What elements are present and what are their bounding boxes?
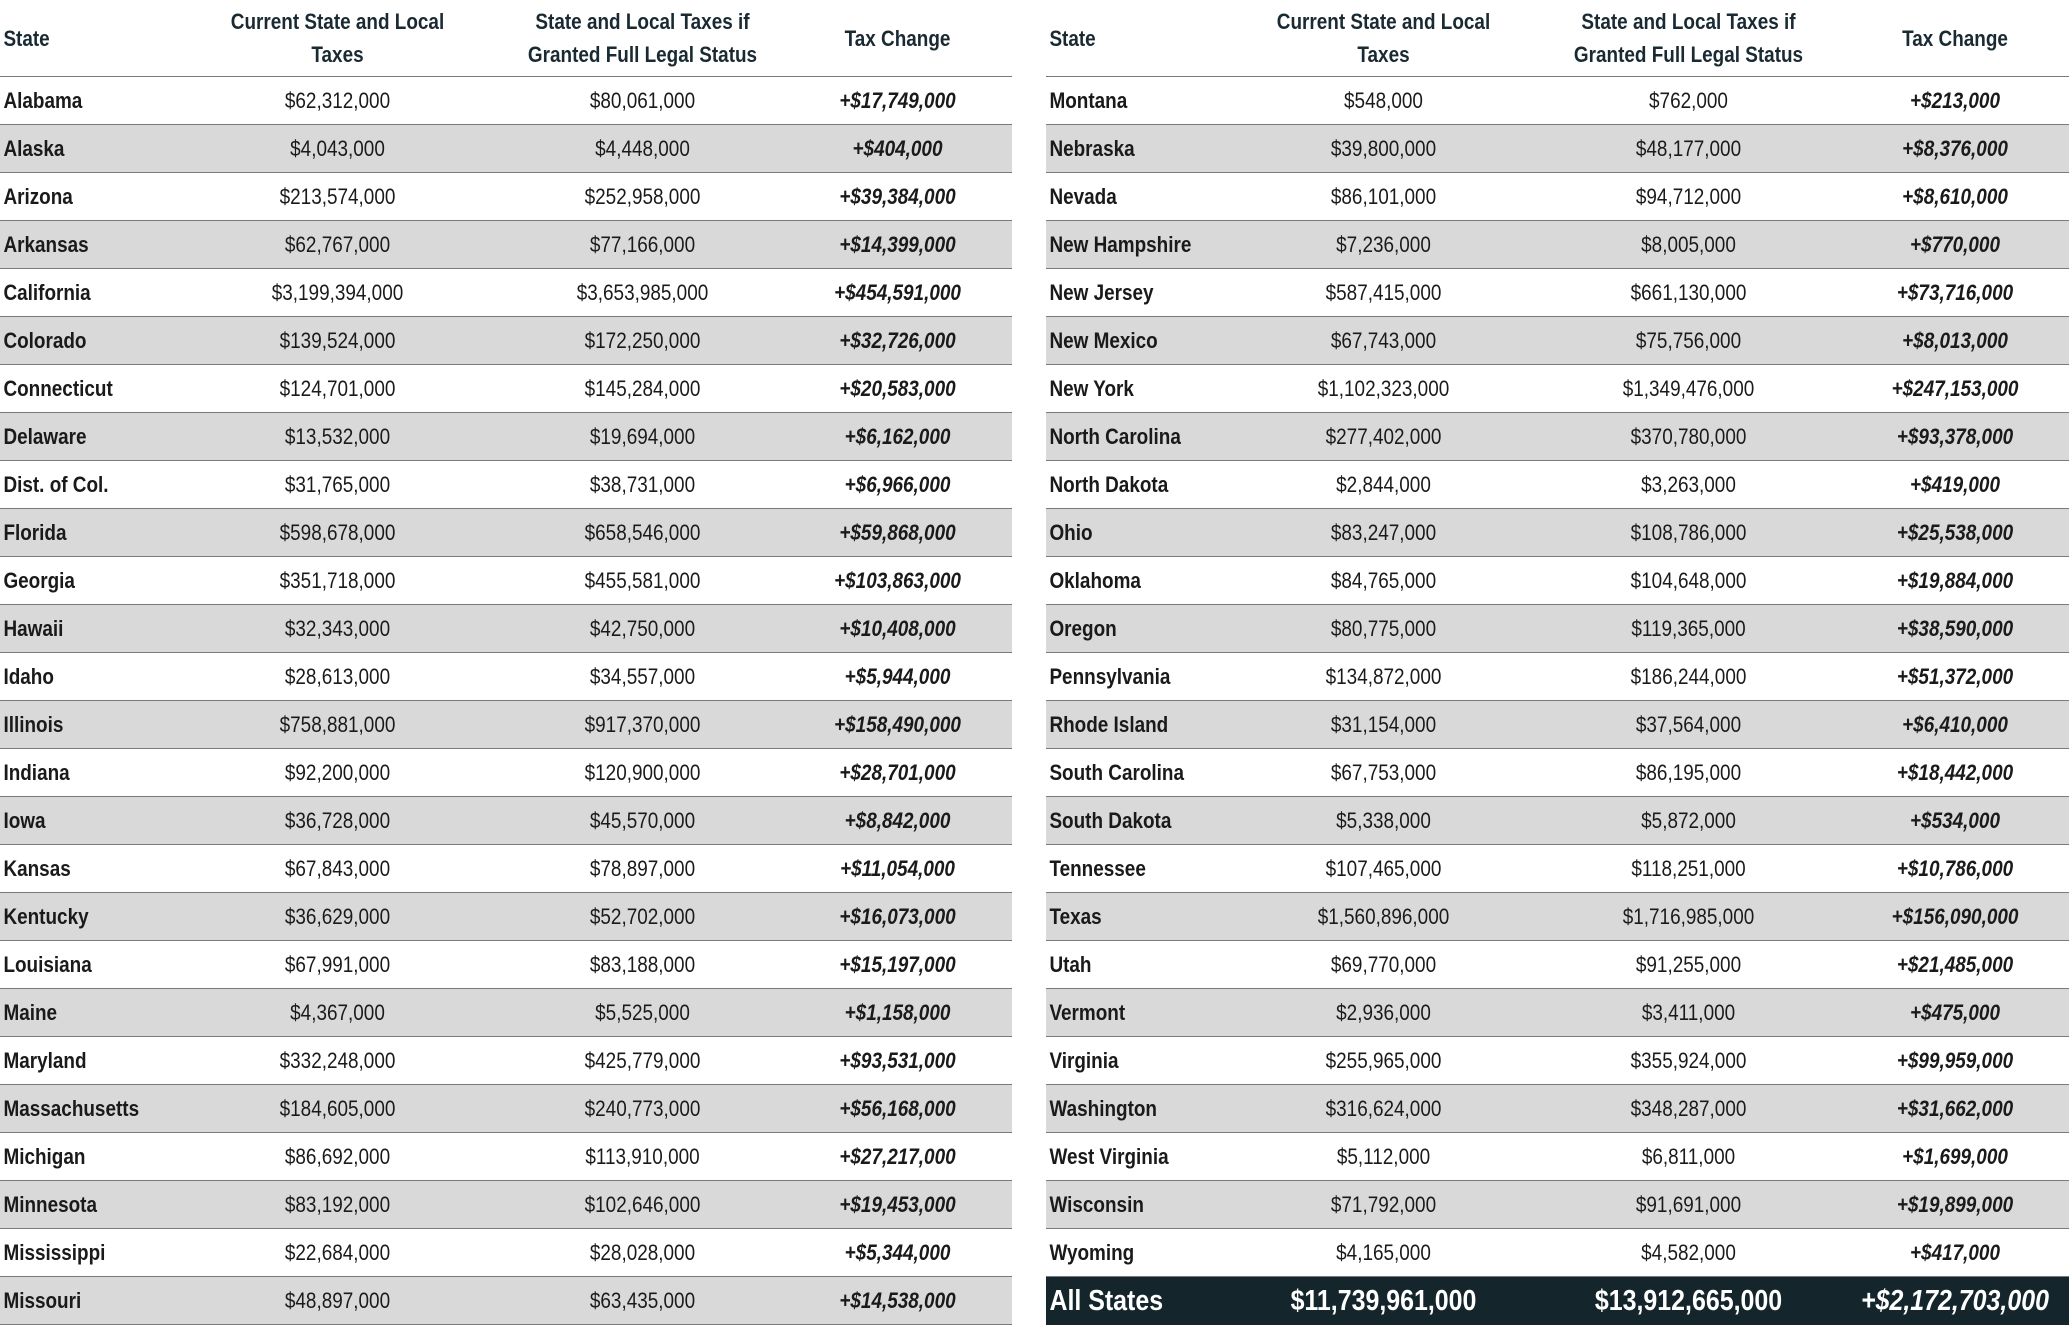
full-status-taxes-cell: $19,694,000: [589, 423, 696, 449]
current-taxes-cell: $92,200,000: [284, 759, 391, 785]
table-row: [1046, 557, 2069, 605]
tax-change-cell: +$27,217,000: [839, 1143, 956, 1169]
table-row: [1046, 461, 2069, 509]
current-taxes-cell: $1,560,896,000: [1317, 903, 1450, 929]
table-row: [0, 1181, 1012, 1229]
state-cell: Louisiana: [3, 951, 92, 977]
current-taxes-cell: $2,936,000: [1336, 999, 1431, 1025]
table-row: [1046, 269, 2069, 317]
full-status-taxes-cell: $240,773,000: [584, 1095, 701, 1121]
table-row: [1046, 845, 2069, 893]
full-status-taxes-cell: $78,897,000: [589, 855, 696, 881]
full-status-taxes-cell: $4,448,000: [595, 135, 690, 161]
full-status-taxes-cell: $762,000: [1649, 87, 1728, 113]
right-table-body: [1046, 77, 2069, 1277]
current-taxes-cell: $28,613,000: [284, 663, 391, 689]
tax-change-cell: +$51,372,000: [1896, 663, 2014, 689]
current-taxes-cell: $587,415,000: [1325, 279, 1442, 305]
current-taxes-cell: $2,844,000: [1336, 471, 1431, 497]
header-state: State: [3, 25, 50, 51]
table-row: [0, 701, 1012, 749]
tax-change-cell: +$14,538,000: [839, 1287, 956, 1313]
header-tax-change: Tax Change: [1902, 25, 2008, 51]
current-taxes-cell: $107,465,000: [1325, 855, 1442, 881]
state-cell: South Dakota: [1049, 807, 1172, 833]
current-taxes-cell: $332,248,000: [279, 1047, 396, 1073]
current-taxes-cell: $5,112,000: [1336, 1143, 1431, 1169]
table-row: [0, 1037, 1012, 1085]
current-taxes-cell: $316,624,000: [1325, 1095, 1442, 1121]
current-taxes-cell: $67,743,000: [1330, 327, 1437, 353]
state-cell: Wyoming: [1049, 1239, 1135, 1265]
tax-change-cell: +$770,000: [1910, 231, 2000, 257]
table-row: [1046, 941, 2069, 989]
full-status-taxes-cell: $661,130,000: [1630, 279, 1747, 305]
tax-change-cell: +$8,842,000: [844, 807, 951, 833]
full-status-taxes-cell: $91,255,000: [1635, 951, 1742, 977]
current-taxes-cell: $7,236,000: [1336, 231, 1431, 257]
table-row: [0, 1229, 1012, 1277]
current-taxes-cell: $213,574,000: [279, 183, 396, 209]
full-status-taxes-cell: $917,370,000: [584, 711, 701, 737]
state-cell: Delaware: [3, 423, 87, 449]
tax-change-cell: +$17,749,000: [839, 87, 956, 113]
table-row: [0, 893, 1012, 941]
state-cell: Ohio: [1049, 519, 1093, 545]
full-status-taxes-cell: $252,958,000: [584, 183, 701, 209]
full-status-taxes-cell: $186,244,000: [1630, 663, 1747, 689]
full-status-taxes-cell: $3,653,985,000: [576, 279, 709, 305]
state-cell: Alaska: [3, 135, 65, 161]
header-tax-change: Tax Change: [844, 25, 951, 51]
tax-change-cell: +$38,590,000: [1896, 615, 2014, 641]
full-status-taxes-cell: $3,263,000: [1641, 471, 1736, 497]
table-row: [0, 749, 1012, 797]
state-cell: Mississippi: [3, 1239, 106, 1265]
tax-change-cell: +$454,591,000: [834, 279, 961, 305]
state-cell: New Mexico: [1049, 327, 1158, 353]
state-cell: Arizona: [3, 183, 73, 209]
current-taxes-cell: $255,965,000: [1325, 1047, 1442, 1073]
current-taxes-cell: $184,605,000: [279, 1095, 396, 1121]
tax-change-cell: +$20,583,000: [839, 375, 956, 401]
state-cell: Indiana: [3, 759, 70, 785]
state-cell: Kentucky: [3, 903, 89, 929]
state-cell: New Jersey: [1049, 279, 1154, 305]
current-taxes-cell: $67,843,000: [284, 855, 391, 881]
tax-change-cell: +$417,000: [1910, 1239, 2000, 1265]
tax-change-cell: +$8,376,000: [1902, 135, 2008, 161]
table-row: [0, 125, 1012, 173]
state-cell: Arkansas: [3, 231, 89, 257]
full-status-taxes-cell: $38,731,000: [589, 471, 696, 497]
table-row: [1046, 365, 2069, 413]
current-taxes-cell: $67,991,000: [284, 951, 391, 977]
table-row: [1046, 653, 2069, 701]
tax-change-cell: +$213,000: [1910, 87, 2000, 113]
state-cell: Idaho: [3, 663, 54, 689]
current-taxes-cell: $22,684,000: [284, 1239, 391, 1265]
full-status-taxes-cell: $52,702,000: [589, 903, 696, 929]
state-cell: North Dakota: [1049, 471, 1169, 497]
current-taxes-cell: $124,701,000: [279, 375, 396, 401]
table-row: [1046, 1229, 2069, 1277]
table-row: [0, 1133, 1012, 1181]
table-row: [0, 413, 1012, 461]
tax-change-cell: +$404,000: [852, 135, 943, 161]
table-row: [0, 605, 1012, 653]
full-status-taxes-cell: $83,188,000: [589, 951, 696, 977]
full-status-taxes-cell: $370,780,000: [1630, 423, 1747, 449]
current-taxes-cell: $69,770,000: [1330, 951, 1437, 977]
full-status-taxes-cell: $5,525,000: [595, 999, 690, 1025]
state-cell: Texas: [1049, 903, 1102, 929]
state-cell: North Carolina: [1049, 423, 1181, 449]
full-status-taxes-cell: $91,691,000: [1635, 1191, 1742, 1217]
table-row: [1046, 989, 2069, 1037]
tax-change-cell: +$15,197,000: [839, 951, 956, 977]
state-cell: Maryland: [3, 1047, 87, 1073]
left-table-body: [0, 77, 1012, 1325]
table-row: [0, 797, 1012, 845]
state-cell: Kansas: [3, 855, 71, 881]
tax-change-cell: +$14,399,000: [839, 231, 956, 257]
table-row: [0, 365, 1012, 413]
table-row: [1046, 125, 2069, 173]
header-current-taxes: Current State and Local Taxes: [230, 9, 445, 67]
state-cell: Virginia: [1049, 1047, 1119, 1073]
total-full: $13,912,665,000: [1594, 1284, 1783, 1317]
state-cell: Washington: [1049, 1095, 1157, 1121]
tax-change-cell: +$103,863,000: [834, 567, 961, 593]
current-taxes-cell: $48,897,000: [284, 1287, 391, 1313]
table-row: [1046, 173, 2069, 221]
table-row: [0, 845, 1012, 893]
table-row: [1046, 1181, 2069, 1229]
current-taxes-cell: $83,192,000: [284, 1191, 391, 1217]
tax-change-cell: +$10,408,000: [839, 615, 956, 641]
tax-change-cell: +$19,884,000: [1896, 567, 2014, 593]
table-row: [0, 1277, 1012, 1325]
full-status-taxes-cell: $113,910,000: [585, 1143, 700, 1169]
table-row: [0, 941, 1012, 989]
full-status-taxes-cell: $34,557,000: [589, 663, 696, 689]
current-taxes-cell: $4,367,000: [290, 999, 385, 1025]
current-taxes-cell: $277,402,000: [1325, 423, 1442, 449]
full-status-taxes-cell: $75,756,000: [1635, 327, 1742, 353]
table-row: [1046, 1037, 2069, 1085]
state-cell: Hawaii: [3, 615, 64, 641]
current-taxes-cell: $4,165,000: [1336, 1239, 1431, 1265]
total-change: +$2,172,703,000: [1861, 1284, 2049, 1317]
full-status-taxes-cell: $48,177,000: [1635, 135, 1742, 161]
state-cell: Nebraska: [1049, 135, 1135, 161]
full-status-taxes-cell: $8,005,000: [1641, 231, 1736, 257]
state-cell: Oklahoma: [1049, 567, 1141, 593]
table-row: [0, 653, 1012, 701]
tax-change-cell: +$32,726,000: [839, 327, 956, 353]
current-taxes-cell: $5,338,000: [1336, 807, 1431, 833]
tax-change-cell: +$534,000: [1910, 807, 2000, 833]
table-row: [1046, 413, 2069, 461]
table-row: [0, 221, 1012, 269]
right-header-row: [1046, 0, 2069, 77]
full-status-taxes-cell: $102,646,000: [584, 1191, 701, 1217]
tax-change-cell: +$11,054,000: [840, 855, 955, 881]
state-cell: South Carolina: [1049, 759, 1184, 785]
full-status-taxes-cell: $104,648,000: [1630, 567, 1747, 593]
table-row: [1046, 749, 2069, 797]
full-status-taxes-cell: $28,028,000: [589, 1239, 696, 1265]
full-status-taxes-cell: $1,716,985,000: [1622, 903, 1755, 929]
full-status-taxes-cell: $42,750,000: [589, 615, 696, 641]
current-taxes-cell: $31,154,000: [1330, 711, 1437, 737]
full-status-taxes-cell: $348,287,000: [1630, 1095, 1747, 1121]
table-row: [1046, 701, 2069, 749]
current-taxes-cell: $758,881,000: [279, 711, 396, 737]
table-row: [0, 509, 1012, 557]
total-state: All States: [1049, 1284, 1164, 1317]
table-row: [0, 173, 1012, 221]
state-cell: Maine: [3, 999, 58, 1025]
full-status-taxes-cell: $86,195,000: [1635, 759, 1742, 785]
state-cell: Missouri: [3, 1287, 82, 1313]
state-cell: California: [3, 279, 91, 305]
tax-change-cell: +$6,410,000: [1902, 711, 2008, 737]
tax-change-cell: +$93,378,000: [1896, 423, 2014, 449]
current-taxes-cell: $71,792,000: [1330, 1191, 1437, 1217]
table-row: [1046, 221, 2069, 269]
current-taxes-cell: $598,678,000: [279, 519, 396, 545]
current-taxes-cell: $86,692,000: [284, 1143, 391, 1169]
table-row: [1046, 77, 2069, 125]
current-taxes-cell: $36,728,000: [284, 807, 391, 833]
tax-change-cell: +$156,090,000: [1891, 903, 2019, 929]
current-taxes-cell: $31,765,000: [284, 471, 391, 497]
state-cell: Michigan: [3, 1143, 86, 1169]
tax-change-cell: +$8,610,000: [1902, 183, 2008, 209]
table-row: [0, 317, 1012, 365]
full-status-taxes-cell: $3,411,000: [1641, 999, 1736, 1025]
tax-change-cell: +$39,384,000: [839, 183, 956, 209]
state-cell: Massachusetts: [3, 1095, 140, 1121]
full-status-taxes-cell: $658,546,000: [584, 519, 701, 545]
full-status-taxes-cell: $94,712,000: [1635, 183, 1742, 209]
full-status-taxes-cell: $172,250,000: [584, 327, 701, 353]
full-status-taxes-cell: $118,251,000: [1631, 855, 1746, 881]
header-full-status-line1: State and Local Taxes if: [535, 9, 750, 34]
header-full-status-line1: State and Local Taxes if: [1581, 9, 1796, 34]
header-full-status-line2: Granted Full Legal Status: [1573, 42, 1804, 67]
total-current: $11,739,961,000: [1290, 1284, 1477, 1317]
tax-change-cell: +$419,000: [1910, 471, 2000, 497]
full-status-taxes-cell: $4,582,000: [1641, 1239, 1736, 1265]
full-status-taxes-cell: $120,900,000: [584, 759, 701, 785]
state-cell: New Hampshire: [1049, 231, 1192, 257]
state-cell: Montana: [1049, 87, 1128, 113]
table-row: [1046, 317, 2069, 365]
current-taxes-cell: $62,312,000: [284, 87, 391, 113]
full-status-taxes-cell: $1,349,476,000: [1622, 375, 1755, 401]
state-cell: Pennsylvania: [1049, 663, 1171, 689]
full-status-taxes-cell: $77,166,000: [589, 231, 696, 257]
current-taxes-cell: $13,532,000: [284, 423, 391, 449]
tax-change-cell: +$5,944,000: [844, 663, 951, 689]
tax-change-cell: +$56,168,000: [839, 1095, 956, 1121]
state-cell: Vermont: [1049, 999, 1126, 1025]
state-cell: Connecticut: [3, 375, 113, 401]
full-status-taxes-cell: $80,061,000: [589, 87, 696, 113]
tax-change-cell: +$93,531,000: [839, 1047, 956, 1073]
header-full-status-line2: Granted Full Legal Status: [527, 42, 758, 67]
current-taxes-cell: $39,800,000: [1330, 135, 1437, 161]
tax-change-cell: +$6,966,000: [844, 471, 951, 497]
tax-change-cell: +$1,158,000: [844, 999, 951, 1025]
current-taxes-cell: $3,199,394,000: [271, 279, 404, 305]
tax-change-cell: +$99,959,000: [1896, 1047, 2014, 1073]
full-status-taxes-cell: $37,564,000: [1635, 711, 1742, 737]
state-cell: West Virginia: [1049, 1143, 1169, 1169]
right-table-panel: [1046, 0, 2069, 1325]
current-taxes-cell: $134,872,000: [1325, 663, 1442, 689]
state-cell: Wisconsin: [1049, 1191, 1144, 1217]
current-taxes-cell: $86,101,000: [1330, 183, 1437, 209]
state-cell: Tennessee: [1049, 855, 1146, 881]
tax-change-cell: +$25,538,000: [1896, 519, 2014, 545]
full-status-taxes-cell: $45,570,000: [589, 807, 696, 833]
state-cell: Dist. of Col.: [3, 471, 109, 497]
tax-change-cell: +$16,073,000: [839, 903, 956, 929]
table-row: [1046, 797, 2069, 845]
full-status-taxes-cell: $355,924,000: [1630, 1047, 1747, 1073]
current-taxes-cell: $4,043,000: [290, 135, 385, 161]
tax-change-cell: +$21,485,000: [1896, 951, 2014, 977]
current-taxes-cell: $84,765,000: [1330, 567, 1437, 593]
table-row: [0, 77, 1012, 125]
table-row: [0, 461, 1012, 509]
tax-change-cell: +$247,153,000: [1891, 375, 2019, 401]
tax-change-cell: +$19,453,000: [839, 1191, 956, 1217]
tax-change-cell: +$19,899,000: [1896, 1191, 2014, 1217]
full-status-taxes-cell: $108,786,000: [1630, 519, 1747, 545]
state-cell: Georgia: [3, 567, 75, 593]
current-taxes-cell: $83,247,000: [1330, 519, 1437, 545]
table-row: [0, 557, 1012, 605]
current-taxes-cell: $32,343,000: [284, 615, 391, 641]
state-cell: Nevada: [1049, 183, 1117, 209]
full-status-taxes-cell: $455,581,000: [584, 567, 701, 593]
tax-change-cell: +$59,868,000: [839, 519, 956, 545]
tax-change-cell: +$10,786,000: [1896, 855, 2014, 881]
table-row: [0, 989, 1012, 1037]
total-row: [1046, 1277, 2069, 1325]
state-cell: New York: [1049, 375, 1134, 401]
header-current-taxes: Current State and Local Taxes: [1276, 9, 1491, 67]
current-taxes-cell: $548,000: [1344, 87, 1423, 113]
table-row: [1046, 893, 2069, 941]
tax-change-cell: +$18,442,000: [1896, 759, 2014, 785]
full-status-taxes-cell: $145,284,000: [584, 375, 701, 401]
current-taxes-cell: $351,718,000: [279, 567, 396, 593]
table-row: [1046, 509, 2069, 557]
current-taxes-cell: $36,629,000: [284, 903, 391, 929]
current-taxes-cell: $67,753,000: [1330, 759, 1437, 785]
tax-change-cell: +$73,716,000: [1896, 279, 2014, 305]
state-cell: Iowa: [3, 807, 46, 833]
current-taxes-cell: $1,102,323,000: [1317, 375, 1450, 401]
state-cell: Alabama: [3, 87, 83, 113]
header-state: State: [1049, 25, 1096, 51]
state-cell: Utah: [1049, 951, 1092, 977]
state-cell: Rhode Island: [1049, 711, 1169, 737]
full-status-taxes-cell: $6,811,000: [1641, 1143, 1736, 1169]
full-status-taxes-cell: $119,365,000: [1631, 615, 1746, 641]
full-status-taxes-cell: $425,779,000: [584, 1047, 701, 1073]
state-cell: Oregon: [1049, 615, 1117, 641]
full-status-taxes-cell: $5,872,000: [1641, 807, 1736, 833]
state-cell: Minnesota: [3, 1191, 98, 1217]
table-row: [1046, 1133, 2069, 1181]
tax-change-cell: +$31,662,000: [1896, 1095, 2014, 1121]
current-taxes-cell: $139,524,000: [279, 327, 396, 353]
tax-change-cell: +$1,699,000: [1902, 1143, 2008, 1169]
state-cell: Colorado: [3, 327, 87, 353]
table-row: [1046, 605, 2069, 653]
tax-change-cell: +$28,701,000: [839, 759, 956, 785]
full-status-taxes-cell: $63,435,000: [589, 1287, 696, 1313]
tax-change-cell: +$158,490,000: [834, 711, 961, 737]
left-table-panel: [0, 0, 1012, 1325]
left-header-row: [0, 0, 1012, 77]
tax-change-cell: +$475,000: [1910, 999, 2000, 1025]
state-cell: Illinois: [3, 711, 64, 737]
current-taxes-cell: $62,767,000: [284, 231, 391, 257]
tax-change-cell: +$6,162,000: [844, 423, 951, 449]
table-row: [0, 1085, 1012, 1133]
state-cell: Florida: [3, 519, 67, 545]
tax-change-cell: +$8,013,000: [1902, 327, 2008, 353]
table-row: [1046, 1085, 2069, 1133]
table-row: [0, 269, 1012, 317]
tax-change-cell: +$5,344,000: [844, 1239, 951, 1265]
current-taxes-cell: $80,775,000: [1330, 615, 1437, 641]
